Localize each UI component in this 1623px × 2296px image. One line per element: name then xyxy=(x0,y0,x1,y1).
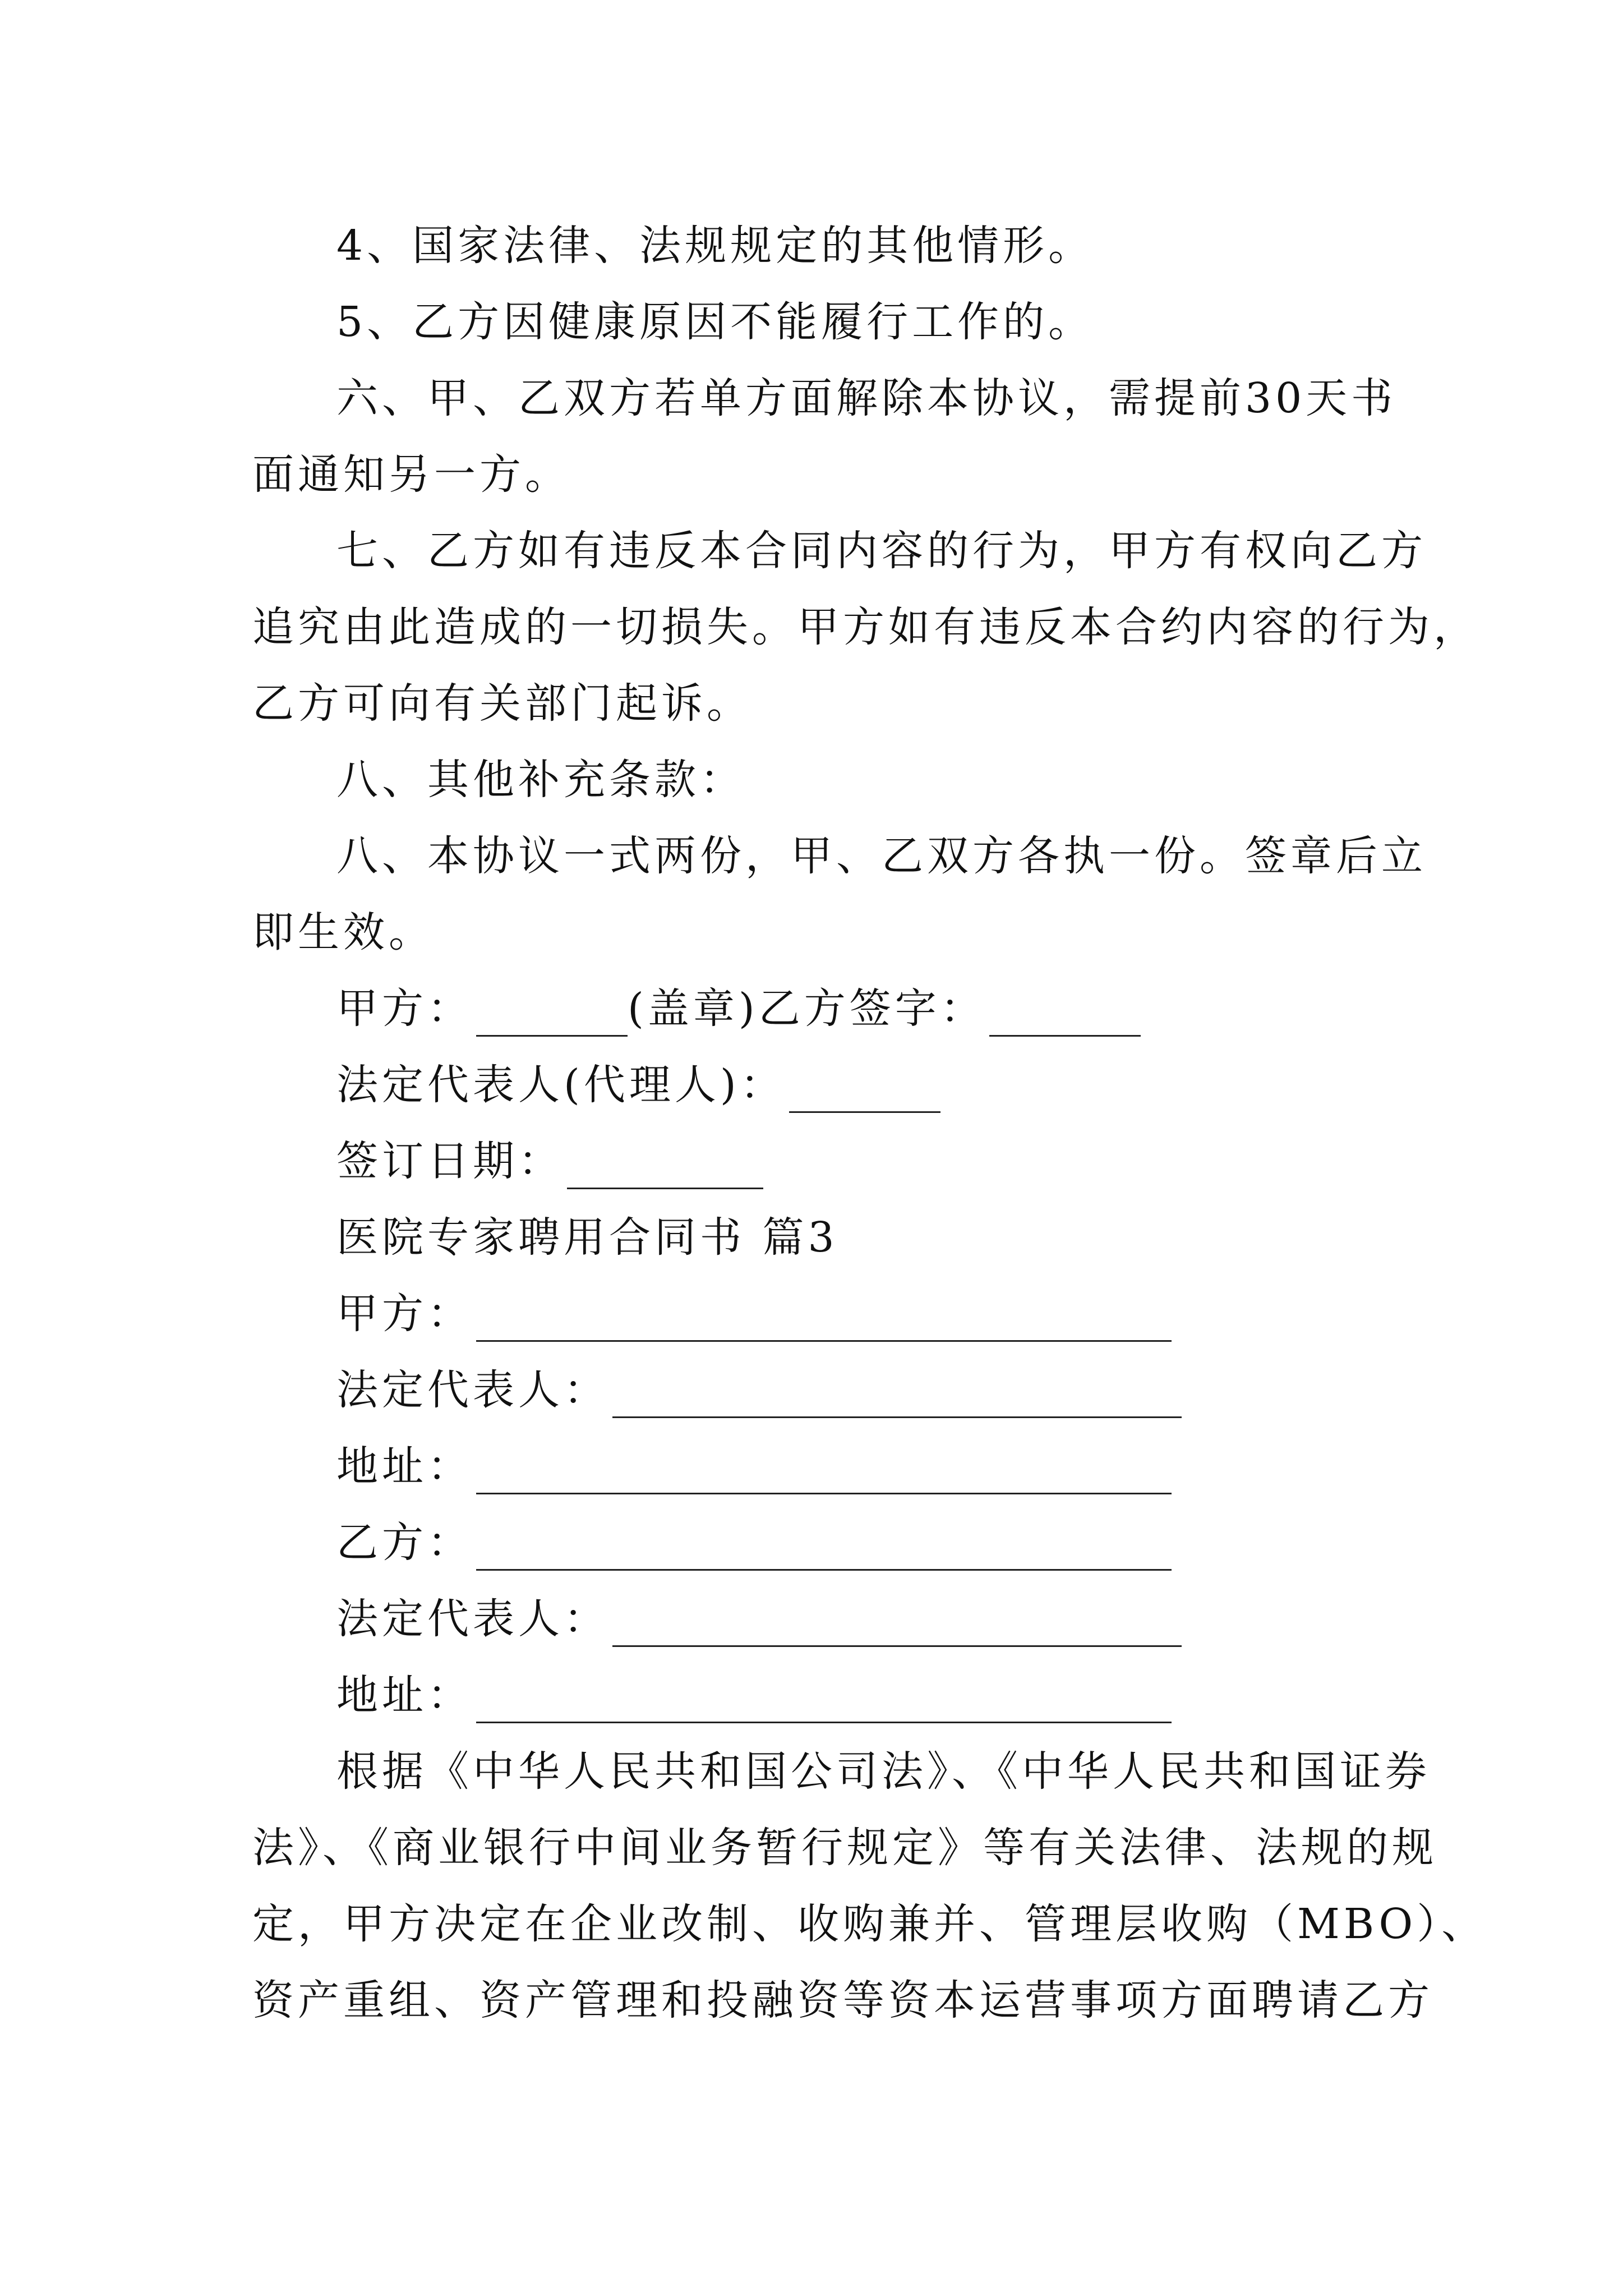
party-a-sign-blank[interactable] xyxy=(476,997,628,1037)
form-row-party-b-address xyxy=(336,1667,1172,1723)
clause-line: 追究由此造成的一切损失。甲方如有违反本合约内容的行为， xyxy=(252,603,1479,651)
seal-party-b-label: (盖章)乙方签字： xyxy=(628,984,986,1033)
party-b-sign-blank[interactable] xyxy=(989,997,1141,1037)
party-a-address-label: 地址： xyxy=(336,1442,473,1490)
party-a-address-blank[interactable] xyxy=(476,1455,1172,1494)
party-b-rep-label: 法定代表人： xyxy=(336,1595,609,1643)
section-title: 医院专家聘用合同书 篇3 xyxy=(336,1213,838,1262)
form-row-party-b-rep xyxy=(336,1591,1182,1647)
sign-date-blank[interactable] xyxy=(567,1149,763,1189)
clause-line: 八、本协议一式两份，甲、乙双方各执一份。签章后立 xyxy=(336,832,1427,880)
party-b-address-label: 地址： xyxy=(336,1671,473,1719)
clause-line: 4、国家法律、法规规定的其他情形。 xyxy=(336,222,1094,270)
body-line: 定，甲方决定在企业改制、收购兼并、管理层收购（MBO）、 xyxy=(252,1900,1487,1948)
legal-rep-agent-label: 法定代表人(代理人)： xyxy=(336,1061,786,1109)
party-a-label: 甲方： xyxy=(336,1290,473,1338)
form-row-party-a xyxy=(336,1286,1172,1342)
signature-row-rep xyxy=(336,1057,940,1113)
party-b-address-blank[interactable] xyxy=(476,1683,1172,1723)
legal-rep-agent-blank[interactable] xyxy=(789,1073,940,1113)
party-a-rep-blank[interactable] xyxy=(612,1378,1182,1418)
form-row-party-a-address xyxy=(336,1438,1172,1494)
clause-line: 七、乙方如有违反本合同内容的行为，甲方有权向乙方 xyxy=(336,527,1427,575)
clause-line: 即生效。 xyxy=(252,908,434,956)
form-row-party-b xyxy=(336,1515,1172,1571)
party-b-rep-blank[interactable] xyxy=(612,1607,1182,1647)
party-b-blank[interactable] xyxy=(476,1531,1172,1571)
clause-line: 乙方可向有关部门起诉。 xyxy=(252,679,752,728)
clause-line: 5、乙方因健康原因不能履行工作的。 xyxy=(336,298,1094,346)
party-a-sign-label: 甲方： xyxy=(336,984,473,1033)
party-b-label: 乙方： xyxy=(336,1519,473,1567)
party-a-blank[interactable] xyxy=(476,1302,1172,1342)
body-line: 根据《中华人民共和国公司法》、《中华人民共和国证券 xyxy=(336,1747,1431,1796)
sign-date-label: 签订日期： xyxy=(336,1137,564,1185)
clause-line: 面通知另一方。 xyxy=(252,450,570,499)
party-a-rep-label: 法定代表人： xyxy=(336,1366,609,1414)
clause-line: 六、甲、乙双方若单方面解除本协议，需提前30天书 xyxy=(336,374,1397,422)
signature-row-party-a xyxy=(336,981,1141,1037)
body-line: 法》、《商业银行中间业务暂行规定》等有关法律、法规的规 xyxy=(252,1824,1437,1872)
signature-row-date xyxy=(336,1133,763,1189)
form-row-party-a-rep xyxy=(336,1362,1182,1418)
body-line: 资产重组、资产管理和投融资等资本运营事项方面聘请乙方 xyxy=(252,1976,1433,2024)
clause-line: 八、其他补充条款： xyxy=(336,756,745,804)
